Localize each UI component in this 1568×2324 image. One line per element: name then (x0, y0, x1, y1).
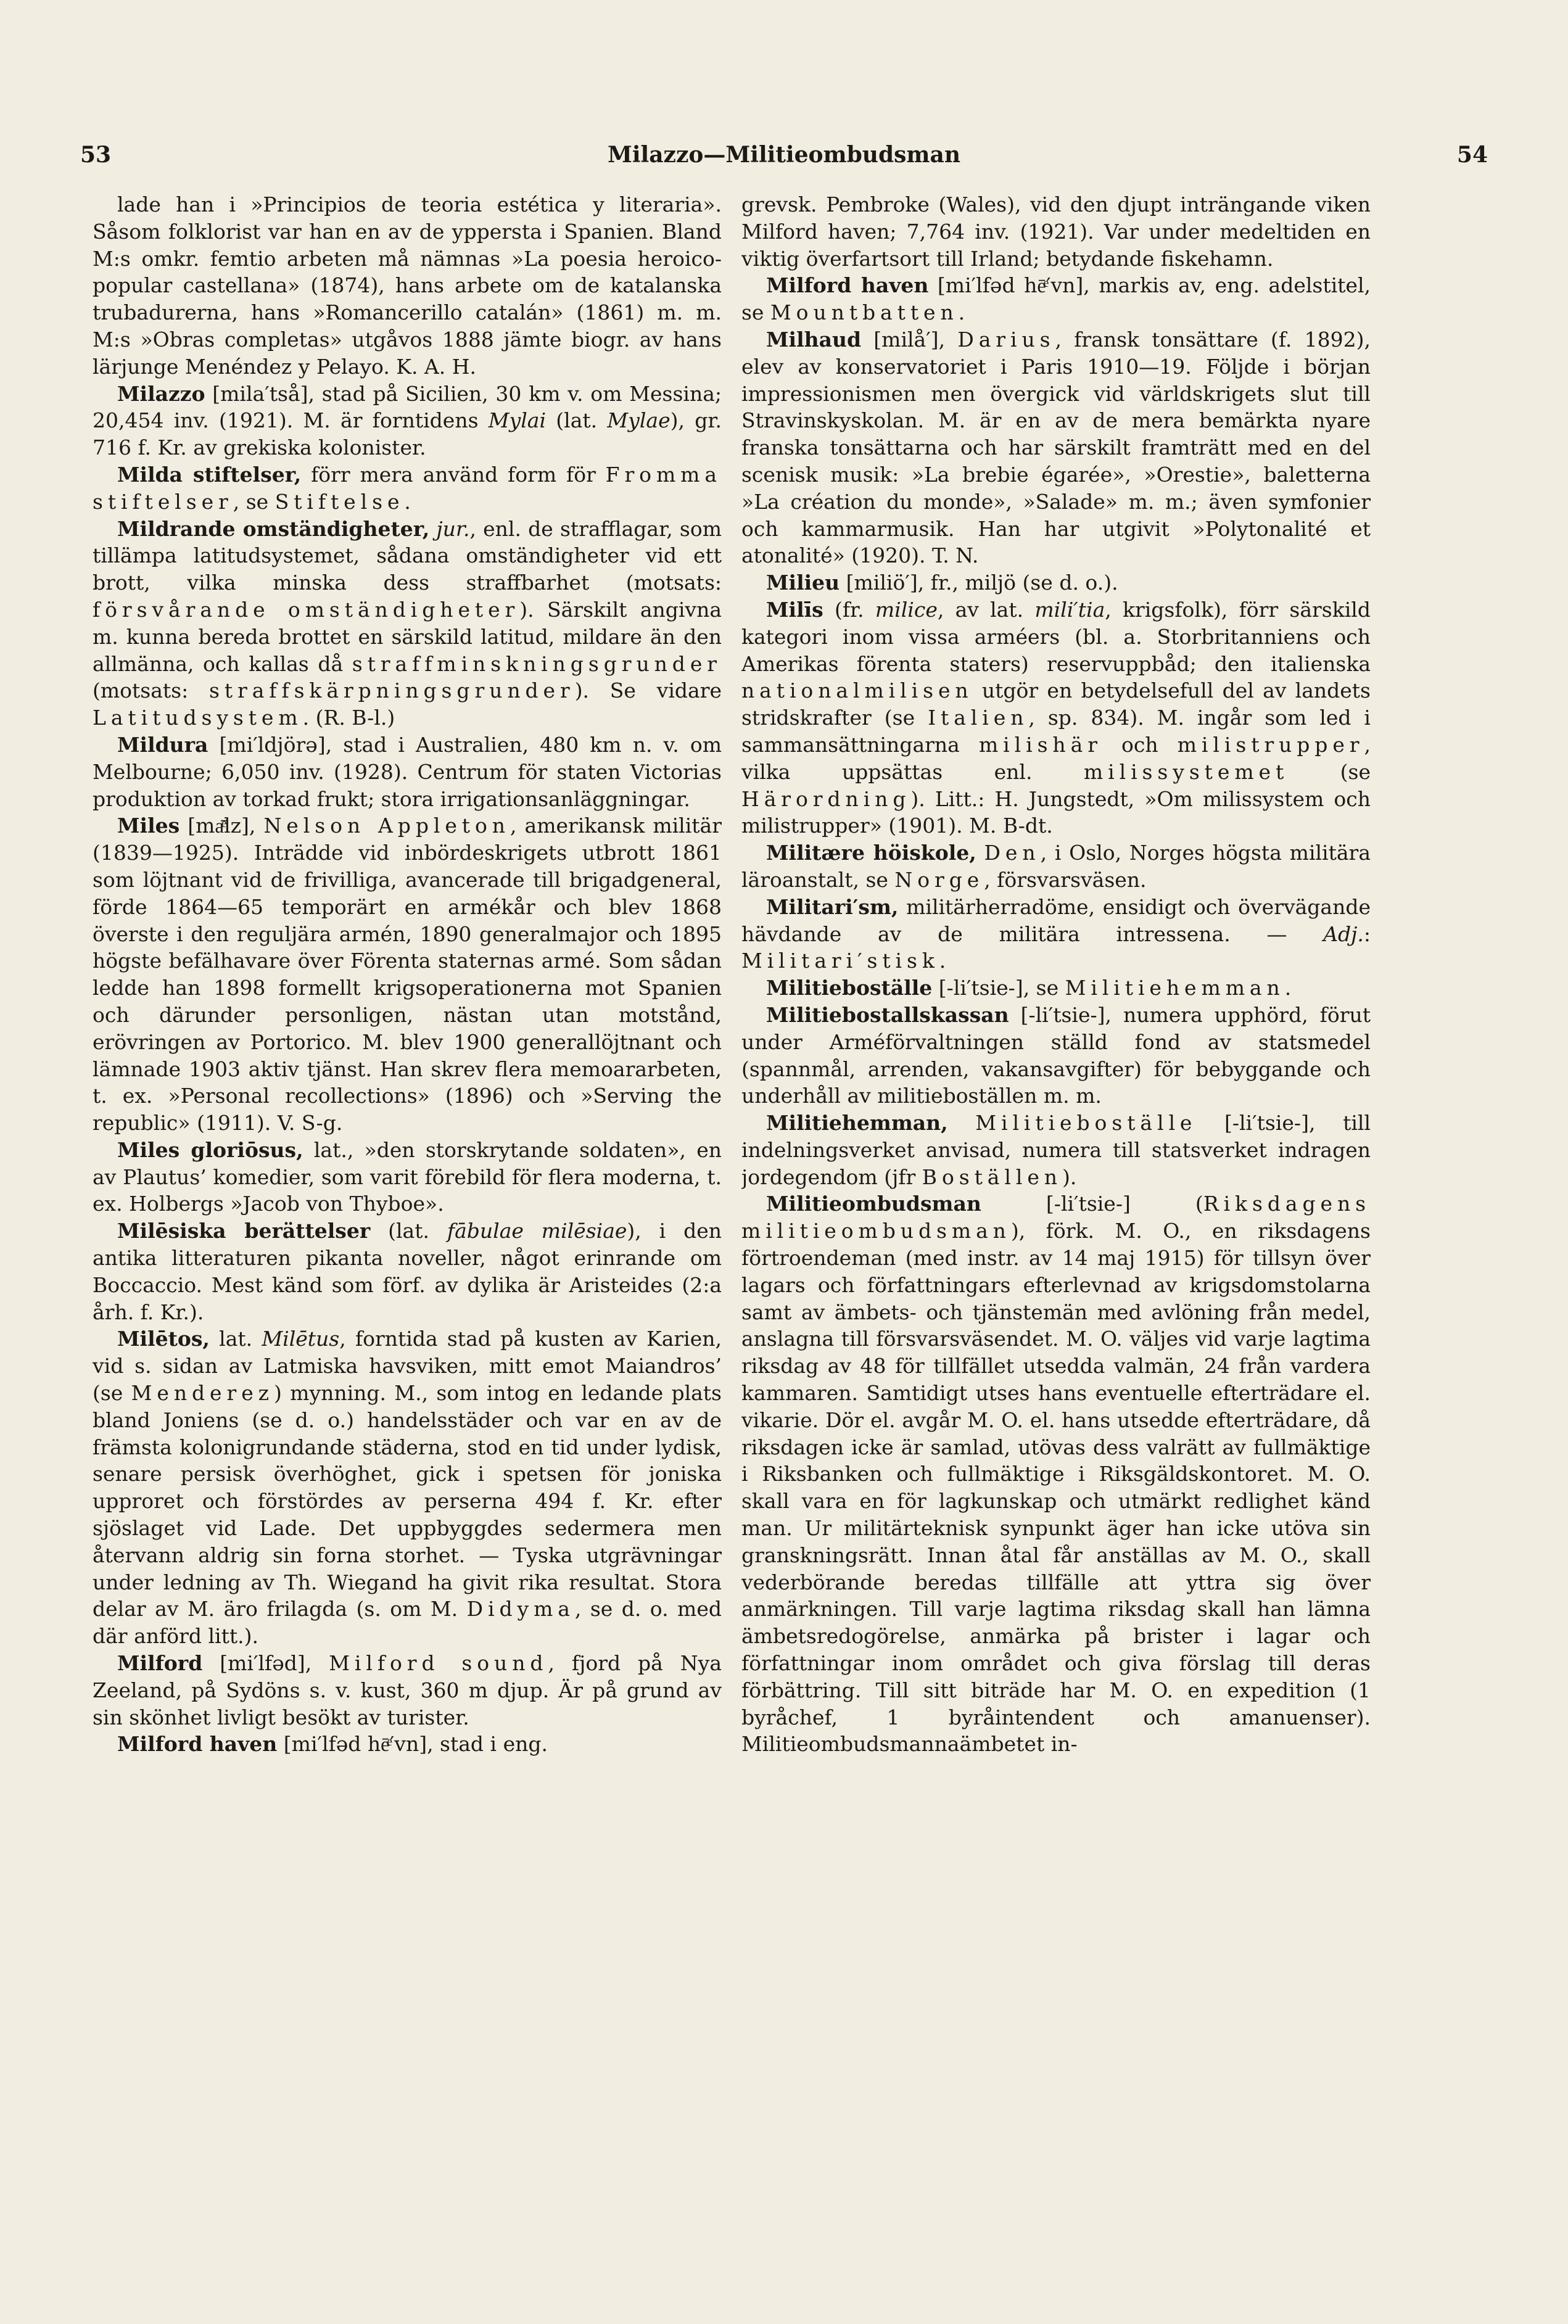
entry-text: (lat. (546, 408, 608, 433)
spaced-term: Italien (928, 706, 1029, 730)
entry-headword: Milieu (766, 571, 840, 595)
entry-headword: Miles gloriōsus, (117, 1137, 303, 1162)
author-signature: (R. B-l.) (315, 706, 395, 730)
entry-text: [maͤ̄lz], (179, 814, 264, 838)
spaced-term: Norge (894, 867, 984, 892)
entry-text (429, 517, 436, 541)
italic-term: Mylai (488, 408, 547, 433)
entry-text: , försvarsväsen. (984, 867, 1147, 892)
entry-text: (fr. (823, 597, 875, 622)
spaced-term: Militari′stisk (741, 949, 939, 973)
spaced-term: milistrupper (1177, 732, 1364, 757)
entry-text: lade han i »Principios de teoria estética y literaria». Såsom folklorist var han en av de yppersta i Spanien. Bland M:s omkr. femtio arbeten må nämnas »La poesia heroico-popular castellana» (1874), hans arbete om de katalanska trubadurerna, hans »Romancerillo catalán» (1861) m. m. M:s »Obras completas» utgåvos 1888 jämte biogr. av hans lärjunge Menéndez y Pelayo. (93, 192, 722, 379)
entry-headword: Militieombudsman (766, 1192, 981, 1216)
dictionary-entry (93, 1731, 722, 1758)
entry-headword: Militari′sm, (766, 894, 899, 919)
entry-text: militärherradöme, ensidigt och övervägande hävdande av de militära intressena. — (741, 894, 1371, 946)
spaced-term: nationalmilisen (741, 678, 973, 703)
spaced-term: milishär (978, 732, 1102, 757)
entry-text: [mila′tså], stad på Sicilien, 30 km v. om Messina; 20,454 inv. (1921). M. är forntidens (93, 381, 722, 433)
dictionary-entry (741, 1110, 1371, 1190)
entry-text: , av lat. (937, 597, 1035, 622)
entry-headword: Mildrande omständigheter, (117, 516, 430, 541)
entry-text (976, 841, 984, 865)
entry-text: (se (1289, 759, 1371, 784)
italic-term: Adj. (1323, 921, 1364, 946)
page-number-right: 54 (1456, 142, 1488, 168)
entry-text (948, 1111, 976, 1135)
dictionary-entry (741, 1190, 1371, 1758)
entry-text: (motsats: (93, 678, 209, 703)
spaced-term: Militiehemman (1065, 976, 1285, 1000)
entry-text: (lat. (370, 1219, 447, 1243)
entry-text: [-li′tsie-], numera upphörd, förut under Arméförvaltningen ställd fond av statsmedel (spannmål, arrenden, vakansavgifter) för bebyggande och underhåll av militieboställen m. m. (741, 1002, 1371, 1108)
entry-headword: Miles (117, 814, 180, 838)
entry-text: . (404, 489, 411, 514)
dictionary-entry (93, 731, 722, 812)
entry-text: , forntida stad på kusten av Karien, vid s. sidan av Latmiska havsviken, mitt emot Maiandros’ (se (93, 1327, 722, 1406)
entry-text: ), gr. 716 f. Kr. av grekiska kolonister. (93, 408, 722, 460)
entry-text: , vilka uppsättas enl. (741, 732, 1371, 784)
entry-text: [mi′lfəd], (202, 1651, 329, 1676)
entry-text: ), förk. M. O., en riksdagens förtroendeman (med instr. av 14 maj 1915) för tillsyn över lagars och författningars efterlevnad av krigsdomstolarna samt av ämbets- och tjänstemän med avlöning från medel, anslagna till försvarsväsendet. M. O. väljes vid varje lagtima riksdag av 48 för tillfället utsedda valmän, 24 från vardera kammaren. Samtidigt utses hans eventuelle efterträdare el. vikarie. Dör el. avgår M. O. el. hans utsedde efterträdare, då riksdagen icke är samlad, utövas dess valrätt av fullmäktige i Riksbanken och fullmäktige i Riksgäldskontoret. M. O. skall vara en för lagkunskap och utmärkt redlighet känd man. Ur militärteknisk synpunkt äger han icke utöva sin granskningsrätt. Innan åtal får anställas av M. O., skall vederbörande beredas tillfälle att yttra sig över anmärkningen. Till varje lagtima riksdag skall han lämna ämbetsredogörelse, anmärka på brister i lagar och författningar inom området och giva förslag till deras förbättring. Till sitt biträde har M. O. en expedition (1 byråchef, 1 byråintendent och amanuenser). Militieombudsmannaämbetet in- (741, 1219, 1371, 1757)
entry-headword: Milford (117, 1651, 203, 1676)
entry-text: . (302, 706, 316, 730)
entry-text: [mi′lfəd hēͤ′vn], stad i eng. (277, 1732, 548, 1757)
italic-term: mili′tia (1034, 597, 1105, 622)
entry-text: , se (233, 489, 275, 514)
spaced-term: straffminskningsgrunder (352, 651, 722, 676)
entry-text: grevsk. Pembroke (Wales), vid den djupt inträngande viken Milford haven; 7,764 inv. (1921). Var under medeltiden en viktig överfartsort till Irland; betydande fiskehamn. (741, 192, 1371, 271)
entry-text: ). Särskilt angivna m. kunna bereda brottet en särskild latitud, mildare än den allmänna, och kallas då (93, 597, 722, 676)
italic-term: milice (875, 597, 938, 622)
entry-text: , fransk tonsättare (f. 1892), elev av konservatoriet i Paris 1910—19. Följde i början impressionismen men övergick vid världskrigets slut till Stravinskyskolan. M. är en av de mera bemärkta nyare franska tonsättarna och har särskilt framträtt med en del scenisk musik: »La brebie égarée», »Orestie», baletterna »La création du monde», »Salade» m. m.; även symfonier och kammarmusik. Han har utgivit »Polytonalité et atonalité» (1920). (741, 327, 1371, 568)
entry-text: förr mera använd form för (301, 462, 606, 487)
right-column (741, 191, 1371, 2190)
entry-headword: Milhaud (766, 327, 862, 352)
dictionary-entry (93, 1325, 722, 1650)
entry-headword: Milētos, (117, 1327, 210, 1351)
dictionary-entry (93, 1218, 722, 1325)
entry-text: ), i den antika litteraturen pikanta noveller, något erinrande om Boccaccio. Mest känd som förf. av dylika är Aristeides (2:a årh. f. Kr.). (93, 1219, 722, 1324)
entry-text: lat. (209, 1327, 262, 1351)
italic-term: Milētus (262, 1327, 340, 1351)
entry-text: , se d. o. med där anförd litt.). (93, 1597, 722, 1649)
entry-headword: Militiehemman, (766, 1111, 948, 1135)
entry-text: [miliö′], fr., miljö (se d. o.). (840, 571, 1118, 595)
dictionary-entry (93, 381, 722, 461)
spaced-term: Stiftelse (274, 489, 405, 514)
dictionary-entry (93, 191, 722, 381)
page-number-left: 53 (80, 142, 112, 168)
entry-text: . (939, 949, 946, 973)
spaced-term: Riksdagens militieombudsman (741, 1192, 1371, 1243)
dictionary-entry (741, 569, 1371, 596)
dictionary-entry (741, 596, 1371, 839)
entry-text: , sp. 834). M. ingår som led i sammansättningarna (741, 706, 1371, 757)
entry-text: [mi′ldjörə], stad i Australien, 480 km n. v. om Melbourne; 6,050 inv. (1928). Centrum för staten Victorias produktion av torkad frukt; stora irrigationsanläggningar. (93, 732, 722, 811)
entry-text: , enl. de strafflagar, som tillämpa latitudsystemet, sådana omständigheter vid ett brott, vilka minska dess straffbarhet (motsats: (93, 516, 722, 595)
spaced-term: Milford sound (329, 1651, 548, 1676)
italic-term: fābulae milēsiae (447, 1219, 627, 1243)
entry-text: ). Litt.: H. Jungstedt, »Om milissystem och milistrupper» (1901). (741, 786, 1371, 838)
left-column (93, 191, 722, 2190)
entry-headword: Milīs (766, 597, 823, 622)
author-signature: V. S-g. (277, 1111, 343, 1135)
dictionary-entry (741, 191, 1371, 272)
entry-text: [mi′lfəd hēͤ′vn], markis av, eng. adelstitel, se (741, 273, 1371, 325)
entry-text: [-li′tsie-], till indelningsverket anvisad, numera till statsverket indragen jordegendom (jfr (741, 1111, 1371, 1189)
spaced-term: milissystemet (1083, 759, 1289, 784)
entry-headword: Milford haven (117, 1732, 278, 1757)
entry-headword: Militieboställe (766, 976, 933, 1000)
entry-text: : (1363, 921, 1371, 946)
dictionary-entry (741, 975, 1371, 1002)
spaced-term: Latitudsystem (93, 706, 303, 730)
entry-headword: Milēsiska berättelser (117, 1219, 371, 1243)
entry-text: . (958, 300, 965, 325)
spaced-term: Darius (957, 327, 1055, 352)
spaced-term: Boställen (922, 1164, 1062, 1189)
entry-text: . (1284, 976, 1292, 1000)
entry-text: utgör en betydelsefull del av landets stridskrafter (se (741, 678, 1371, 730)
entry-text: ). Se vidare (574, 678, 722, 703)
entry-text: och (1102, 732, 1178, 757)
italic-term: jur. (436, 516, 470, 541)
dictionary-entry (93, 1137, 722, 1218)
entry-text: ). (1062, 1164, 1077, 1189)
spaced-term: försvårande omständigheter (93, 597, 520, 622)
entry-text: ) mynning. M., som intog en ledande plats bland Joniens (se d. o.) handelsstäder och var en av de främsta kolonigrundande städerna, stod en tid under lydisk, senare persisk överhöghet, gick i spetsen för joniska upproret och förstördes av perserna 494 f. Kr. efter sjöslaget vid Lade. Det uppbyggdes sedermera men återvann aldrig sin forna storhet. — Tyska utgrävningar under ledning av Th. Wiegand ha givit rika resultat. Stora delar av M. äro frilagda (s. om M. (93, 1381, 722, 1621)
entry-headword: Milford haven (766, 273, 929, 298)
spaced-term: Härordning (741, 786, 911, 811)
entry-headword: Mildura (117, 732, 208, 757)
spaced-term: straffskärpningsgrunder (208, 678, 575, 703)
author-signature: T. N. (932, 543, 979, 568)
author-signature: M. B-dt. (969, 814, 1053, 838)
entry-text: , i Oslo, Norges högsta militära läroanstalt, se (741, 841, 1371, 892)
entry-text: [milå′], (861, 327, 958, 352)
dictionary-entry (93, 516, 722, 731)
dictionary-entry (741, 272, 1371, 326)
spaced-term: Nelson Appleton (263, 814, 510, 838)
entry-text: [-li′tsie-], se (932, 976, 1065, 1000)
entry-text: , fjord på Nya Zeeland, på Sydöns s. v. kust, 360 m djup. Är på grund av sin skönhet livligt besökt av turister. (93, 1651, 722, 1729)
dictionary-entry (741, 326, 1371, 569)
entry-headword: Milazzo (117, 381, 205, 406)
entry-headword: Militære höiskole, (766, 841, 976, 865)
spaced-term: Menderez (131, 1381, 274, 1406)
entry-headword: Militiebostallskassan (766, 1002, 1009, 1027)
running-head: Milazzo—Militieombudsman (608, 142, 960, 168)
spaced-term: Fromma stiftelser (93, 462, 722, 514)
dictionary-entry (741, 1002, 1371, 1110)
entry-text: , amerikansk militär (1839—1925). Inträdde vid inbördeskrigets utbrott 1861 som löjtnant vid de frivilliga, avancerade till brigadgeneral, förde 1864—65 temporärt en armékår och blev 1868 överste i den reguljära armén, 1890 generalmajor och 1895 högste befälhavare över Förenta staternas armé. Som sådan ledde han 1898 formellt krigsoperationerna mot Spanien och därunder personligen, nästan utan motstånd, erövringen av Portorico. M. blev 1900 generallöjtnant och lämnade 1903 aktiv tjänst. Han skrev flera memoararbeten, t. ex. »Personal recollections» (1896) och »Serving the republic» (1911). (93, 814, 722, 1135)
italic-term: Mylae (607, 408, 671, 433)
page-header (80, 142, 1488, 179)
dictionary-entry (93, 461, 722, 516)
entry-text: [-li′tsie-] ( (981, 1192, 1203, 1216)
dictionary-entry (741, 839, 1371, 894)
dictionary-entry (93, 1650, 722, 1731)
entry-text: lat., »den storskrytande soldaten», en av Plautus’ komedier, som varit förebild för flera moderna, t. ex. Holbergs »Jacob von Thyboe». (93, 1137, 722, 1216)
dictionary-entry (741, 894, 1371, 975)
dictionary-entry (93, 812, 722, 1137)
spaced-term: Den (984, 841, 1041, 865)
entry-headword: Milda stiftelser, (117, 462, 302, 487)
author-signature: K. A. H. (396, 354, 477, 379)
entry-text: , krigsfolk), förr särskild kategori inom vissa arméers (bl. a. Storbritanniens och Amerikas förenta staters) reservuppbåd; den italienska (741, 597, 1371, 676)
spaced-term: Didyma (466, 1597, 575, 1621)
spaced-term: Mountbatten (770, 300, 959, 325)
spaced-term: Militieboställe (975, 1111, 1197, 1135)
